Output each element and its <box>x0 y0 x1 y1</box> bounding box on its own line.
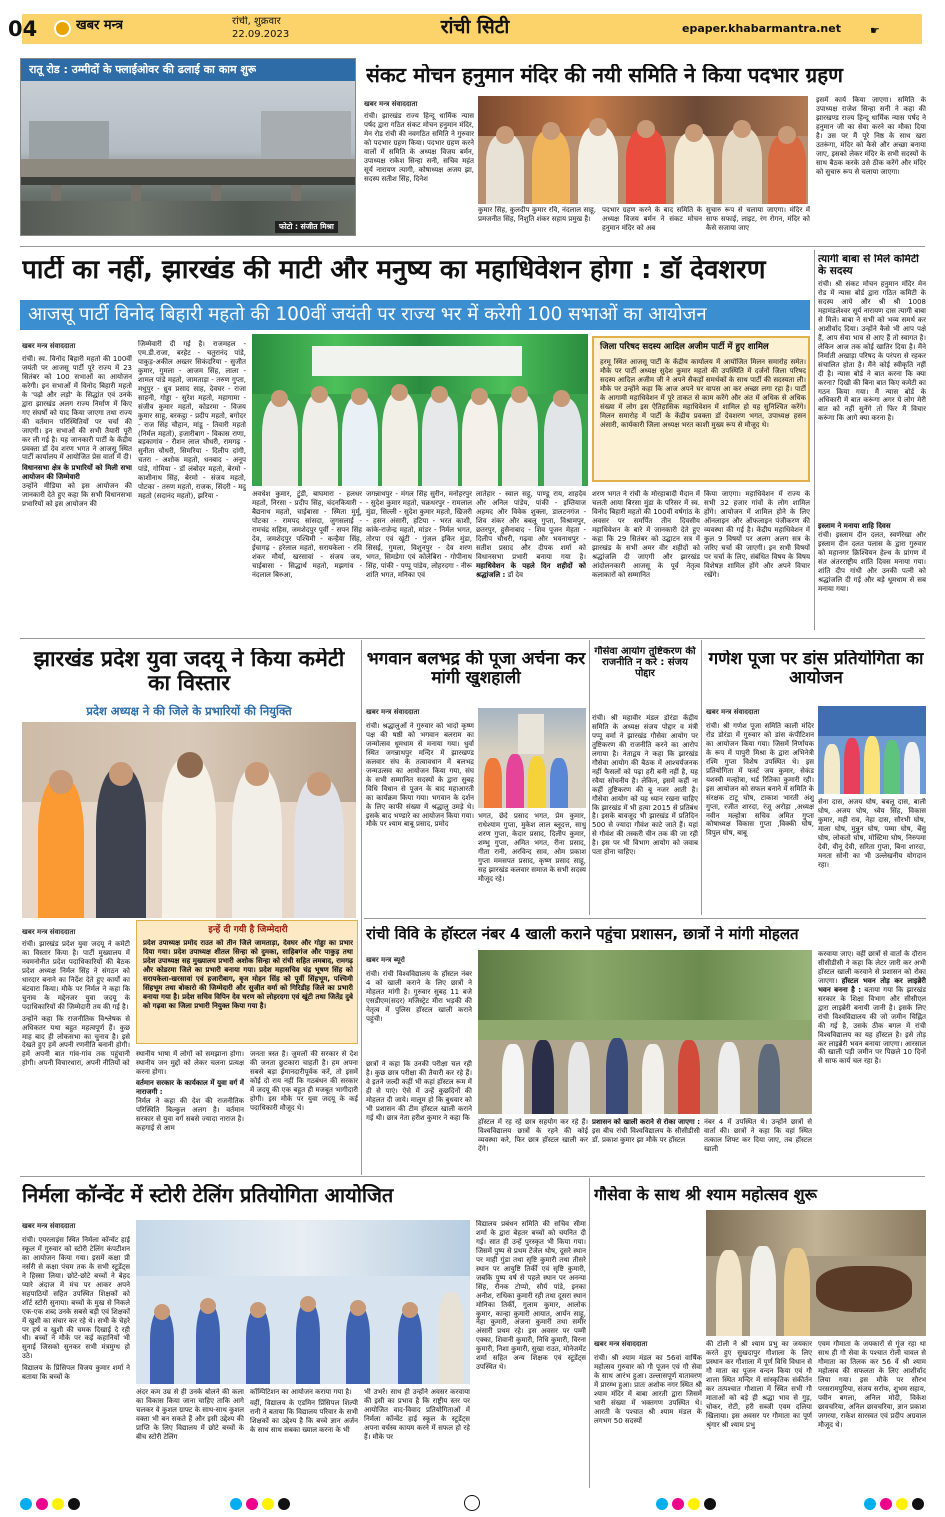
hostel-col6-text-b: बताया गया कि झारखंड सरकार के शिक्षा विभाग और सीसीएल द्वारा लाइब्रेरी बनायी जानी है। इसके लिए रांची विश्वविद्यालय की जो जमीन चिह्नित की गई है, उसके ठीक बगल में रांची विश्वविद्यालय का यह हॉस्टल है। इसे तोड़ कर लाइब्रेरी भवन बनाया जाएगा। आरसाल की खाली पड़ी जमीन पर पिछले 10 दिनों से साफ कार्य चल रहा है। <box>818 985 926 1066</box>
nirmala-col5: विद्यालय प्रबंधन समिति की सचिव सीमा शर्मा के द्वारा बेहतर बच्चों को चयनित दी गई। सात ही उन्हें पुरस्कृत भी किया गया। जिसमें पुष्प से प्रथम टेंजेल थोष, दूसरे स्थान पर माही गुंडा तथा सृष्टि कुमारी तथा तीसरे स्थान पर आयुष्टि तिर्की एवं सृष्टि कुमारी, जबकि पुष्प वर्ष से पहले स्थान पर अनन्या सिंह, रौनक टोप्पो, सौर्य पांडे, इनका अनीश, राधिका कुमारी रही तथा दूसरा स्थान मोनिका तिर्की, गुलाम कुमार, आलोक कुमार, कान्हा कुमारी आयात, आर्यन साहू, नेहा कुमारी, अंजना कुमारी तथा समीर अंसारी प्रथम रहे। इस अवसर पर पम्मी एक्का, शिवानी कुमारी, निधि कुमारी, विरना कुमारी, निशा कुमारी, सुखा राउत, मोनेजमेंट शर्मा सहित अन्य शिक्षक एवं स्टूडेंट्स उपस्थित थे। <box>476 1220 586 1372</box>
crosshair-icon <box>464 1495 480 1511</box>
balbhadra-photo <box>478 708 586 808</box>
ajsu-col1-sub: विधानसभा क्षेत्र के प्रभारियों को मिली सभा आयोजन की जिम्मेवारी <box>22 464 132 482</box>
ajsu-col2: जिम्मेवारी दी गई है। राजमहल - एम.डी.राजा, बरहेट - चतुरानंद पांडे, पाकुड़-अकील अख्तर सिकंदरिया - सुजीत कुमार, गुमला - आजम सिंह, लाला - शामल पांडे महतो, जामताड़ा - तरुण गुप्ता, मधुपुर - ध्रुव प्रसाद साह, देवघर - राजा साहनी, गोड्डा - सुरेश महतो, महागामा - संजीव कुमार महतो, कोडरमा - विजय कुमार साहू, बरकट्ठा - प्रदीप महतो, बगोदर - राज सिंह चौहान, मांडू - तिवारी महतो (निर्मल महतो), हजारीबाग - विकास राणा, बड़कागांव - रौशन लाल चौधरी, रामगढ़ - सुनीता चौधरी, सिमरिया - दिलीप दांगी, चतरा - अशोक महतो, धनबाद - अनूप पांडे, गोमिया - डॉ लंबोदर महतो, बेरमो - काशीनाथ सिंह, बेरमो - संजय महतो, पोटका - तरुण महतो, राजक, सिंदरी - मदु महतो (सदानंद महतो), झरिया - <box>138 340 246 501</box>
city-day: रांची, शुक्रवार <box>232 16 281 27</box>
jdu-col1 <box>22 940 130 1172</box>
jdu-col2 <box>136 1050 244 1172</box>
shyam-headline: गौसेवा के साथ श्री श्याम महोत्सव शुरू <box>594 1186 817 1204</box>
ajsu-col7: किया जाएगा। महाधिवेशन में राज्य के सभी 32 हजार गांवों के लोग शामिल होंगे। आयोजन में शामिल होने के लिए ऑनलाइन और ऑफलाइन पंजीकरण की व्यवस्था की गई है। केंद्रीय महाधिवेशन में कुल 9 विषयों पर अलग अलग सत्र के जरिए चर्चा की जाएगी। इन सभी विषयों पर चर्चा के लिए, संबंधित विषय के विषय विशेषज्ञ शामिल होंगे और अपने विचार रखेंगे। <box>704 490 810 579</box>
jdu-col2-text: स्थानीय भाषा में लोगों को समझाना होगा। स्थानीय जन मुद्दों को लेकर चलना प्रत्यक्ष करना होगा। <box>136 1050 244 1076</box>
ajsu-col1 <box>22 355 132 627</box>
shyam-col2: की टोली ने श्री श्याम प्रभु का जयकार करते हुए सुखदापुर गौशाला के लिए प्रस्थान कर गौशाला में पूर्ण विधि विधान से गौ माता का पूजन वन्दन किया एवं गौ शाला स्थित मन्दिर में सांस्कृतिक संकीर्तन कर तत्पश्चात गौशाला में स्थित सभी गौ माताओं को बड़े ही श्रद्धा भाव से गुड़, चोकर, रोटी, हरी सब्जी एवम दलिया खिलाया। इस अवसर पर गौमाता का पूर्ण श्रृंगार श्री श्याम प्रभु <box>706 1340 812 1429</box>
hanuman-photo <box>478 96 808 204</box>
ratu-photo-credit: फोटो : संजीत मिश्रा <box>275 221 338 233</box>
ajsu-col1-text-b: उन्होंने मीडिया को इस आयोजन की जानकारी देते हुए कहा कि सभी विधानसभा प्रभारियों को इस आयोजन की <box>22 482 132 509</box>
ajsu-photo-col1: अवधेश कुमार, टुंडी, बाघमारा - हलधर महतो, निरसा - प्रदीप सिंह, चंदनकियारी - बैद्यनाथ महतो, चाईबासा - स्मिता मुर्मू, पोटका - रामपद सांसदा, जुगसलाई - रामचंद्र सहिस, जमशेदपुर पूर्वी - सपन सिंह देव, जमशेदपुर पश्चिमी - कन्हैया सिंह, ईचागढ़ - हरेलाल महतो, सरायकेला - रवि शंकर मौर्या, खरसावां - संजय जय, चाईबासा - सिद्धार्थ महतो, मझगांव - नंदलाल बिरुआ, <box>252 490 362 579</box>
nirmala-col1 <box>22 1236 130 1484</box>
nirmala-col1-text: रांची। एयरलाइंस स्थित निर्मला कॉन्वेंट हाई स्कूल में गुरुवार को स्टोरी टेलिंग कंपटीशन का आयोजन किया गया। इसमें कक्षा प्री नर्सरी से कक्षा पंचम तक के सभी स्टूडेंट्स ने हिस्सा लिया। छोटे-छोटे बच्चों ने बेहद प्यारे अंदाज में मंच पर आकर अपने सहपाठियों सहित उपस्थित शिक्षकों को शॉर्ट स्टोरी सुनाया। बच्चों के मुख से निकले एक-एक शब्द उनके सबसे बड़ी एवं शिक्षकों में खुशी का संचार कर रहे थे। सभी के चेहरे पर हर्ष व खुशी की चमक दिखाई दे रही थी। बच्चों ने मौके पर कई कहानियों भी सुनाई जिसको सुनकर सभी मंत्रमुग्ध हो उठे। <box>22 1236 130 1361</box>
nirmala-photo-c2-text-b: वहीं, विद्यालय के एडमिन प्रिंसिपल शिल्पी रानी ने बताया कि विद्यालय परिवार के सभी शिक्षकों का उद्देश्य है कि बच्चे ज्ञान अर्जन के साथ साथ सबका ख्याल करना के भी <box>250 1398 358 1434</box>
gausewa-headline-box <box>592 646 698 708</box>
jdu-col1-text-b: उन्होंने कहा कि राजनीतिक विश्लेषक से अधिकतर यथा बहुत महत्वपूर्ण हैं। कुछ माह बाद ही लोकसभा का चुनाव है। इसे देखते हुए हमें अपनी रणनीति बनानी होगी। हमें अपनी बात गांव-गांव तक पहुंचानी होगी। अपनी विचारधारा, अपनी नीतियों को <box>22 1014 130 1068</box>
ajsu-photo-col2: जगन्नाथपुर - मंगल सिंह सुरीन, मनोहरपुर - सुदेश कुमार महतो, चक्रधरपुर - रामलाल मुंडा, सिल्ली - सुदेश कुमार महतो, खिजरी - हसन अंसारी, हटिया - भरत काशी, कांके-राजेन्द्र महतो, मांडर - निर्मल भगत, तोरपा एवं खूंटी - गुंजल इकिर मुंडा, सिसई, गुमला, विशुनपुर - देव शरण भगत, सिमडेगा एवं कोलेबिरा - गोपीनाथ सिंह, पांकी - पप्पू पांडेय, लोहरदगा - नीरू शांति भगत, मनिका एवं <box>366 490 472 579</box>
nirmala-photo-c3: भी उभरें। साथ ही उन्होंने अवसर करवाया की इसी का प्रभाव है कि राष्ट्रीय स्तर पर आयोजित वाद-विवाद प्रतियोगिताओं में निर्मला कॉन्वेंट हाई स्कूल के स्टूडेंट्स अपना वर्चस्व कायम करने में सफल हो रहे हैं। मौके पर <box>364 1388 470 1441</box>
hostel-col4-text: इस बीच रांची विश्वविद्यालय के सीसीडीसी डॉ. प्रकाश कुमार झा मौके पर हॉस्टल <box>592 1126 700 1144</box>
tyagi-sub-text: रांची। इस्लाम दीन दलत, स्वर्णरेखा और इस्लाम दीन दलत पलास के द्वारा गुरुवार को महानगर क्रिश्चियन हेल्थ के प्रांगण में संत अंतरराष्ट्रीय शांति दिवस मनाया गया। शांति दीप गांधी और उनकी पत्नी को श्रद्धांजलि दी गई और बड़े धूमधाम से सब मनाया गया। <box>818 531 926 593</box>
brand-name: खबर मन्त्र <box>76 18 124 33</box>
brand-logo-icon <box>54 20 71 37</box>
jdu-box-title: इन्हें दी गयी है जिम्मेदारी <box>208 925 288 935</box>
ajsu-col5 <box>476 490 586 627</box>
hostel-photo-caption: हॉस्टल में रह रहे छात्र सहयोग कर रहे हैं। विश्वविद्यालय छात्रों के रहने की कोई व्यवस्था करे, फिर छात्र हॉस्टल खाली कर देंगे। <box>478 1118 588 1153</box>
divider <box>361 640 362 1175</box>
ganesh-col1: रांची। श्री गणेश पूजा समिति काली मंदिर रोड डोरंडा में गुरुवार को डांस कंपीटिशन का आयोजन किया गया। जिसमें निर्णायक के रूप में पापुरी मिश्रा के द्वारा अभिनेत्री रश्मि गुप्ता विशेष उपस्थित थे। इस प्रतियोगिता में फर्स्ट जय कुमार, सेकंड यशस्वी मल्होत्रा, थर्ड रितिका कुमारी रही। इस आयोजन को सफल बनाने में समिति के संरक्षक टाटू घोष, टाकाश भारती अंशु गुप्ता, रजीत शारदा, रंजू अरोड़ा ,अध्यक्ष नवीन मल्होत्रा सचिव अमित गुप्ता कोषाध्यक्ष विकास गुप्ता ,विक्की घोष, विपुल घोष, बाबू <box>706 722 814 838</box>
nirmala-photo <box>136 1220 470 1384</box>
jdu-col3: जनता त्रस्त है। जुमलों की सरकार से देश की जनता छुटकारा चाहती है। हम अपना सबसे बड़ा ईमानदारीपूर्वक करें, तो इसमें कोई दो राय नहीं कि गठबंधन की सरकार में जदयू की एक बहुत ही मजबूत भागीदारी होगी। इस मौके पर युवा जदयू के कई पदाधिकारी मौजूद थे। <box>250 1050 358 1112</box>
ganesh-byline: खबर मन्त्र संवाददाता <box>706 708 760 716</box>
pointer-icon: ☛ <box>870 24 880 37</box>
balbhadra-col2: भगत, छेदे प्रसाद भगत, प्रेम कुमार, राधेश्याम गुप्ता, मुकेश लाल ब्लूदत्त, साधु शरण गुप्ता, केदार प्रसाद, दिलीप कुमार, शम्भु गुप्ता, अमित भगत, रीना प्रसाद, गीता रानी, अरविन्द साव, ओम प्रकाश गुप्ता ममसपत प्रसाद, कृष्ण प्रसाद साहू, सह झारखंड कलवार समाज के सभी सदस्य मौजूद रहे। <box>478 812 586 883</box>
gausewa-text: रांची। श्री महावीर मंडल डोरंडा केंद्रीय समिति के अध्यक्ष संजय पोद्दार व मंत्री पप्पू वर्मा ने झारखंड गौसेवा आयोग पर तुष्टिकरण की राजनीति करने का आरोप लगाया है। नेताद्वय ने कहा कि झारखंड गौसेवा आयोग की बैठक में आश्चर्यजनक नहीं फैसलों को पढ़ा हरी बनी नहीं है, यह रवैया सोचनीय है। लेकिन, इसमें कहीं ना कहीं तुष्टिकरण की बू नजर आती है। गौसेवा आयोग को यह ध्यान रखना चाहिए कि झारखंड में भी हत्या 2015 से प्रतिबंध है। इसके बावजूद भी झारखंड में प्रतिदिन 500 से ज्यादा गौवंश काटे जाते हैं। यहां से गौवंश की तस्करी चीन तक की जा रही है। इस पर भी विभाग आयोग को जवाब पता होना चाहिए। <box>592 714 698 857</box>
balbhadra-col1: रांची। श्रद्धालुओं ने गुरुवार को भादो कृष्ण पक्ष की षष्ठी को भगवान बलराम का जन्मोत्सव धूमधाम से मनाया गया। धुर्वा स्थित जगन्नाथपुर मन्दिर में झारखण्ड कलवार संघ के तत्वावधान में बलभद्र जन्मउत्सव का आयोजन किया गया, संघ के सभी सम्मानित सदस्यों के द्वारा सुबह विधि विधान से पूजन के बाद महाआरती का कार्यक्रम किया गया। भगवान के दर्शन के लिए काफी संख्या में श्रद्धालु उमड़े थे। इसके बाद भण्डारे का आयोजन किया गया। मौके पर श्याम बाबू प्रसाद, प्रमोद <box>366 722 474 829</box>
nirmala-headline: निर्मला कॉन्वेंट में स्टोरी टेलिंग प्रतियोगिता आयोजित <box>22 1184 394 1206</box>
nirmala-photo-c2-text: कॉम्पिटिशन का आयोजन कराया गया है। <box>250 1388 352 1396</box>
ajsu-headline: पार्टी का नहीं, झारखंड की माटी और मनुष्य का महाधिवेशन होगा : डॉ देवशरण <box>22 256 766 285</box>
hanuman-col5: इसमें कार्य किया जाएगा। समिति के उपाध्यक्ष राजेश सिन्हा सनी ने कहा की झारखण्ड राज्य हिन्दू धार्मिक न्यास पर्षद ने हनुमान जी का सेवा करने का मौका दिया है। उस पर मैं पूरे निष्ठ के साथ खरा उतरूंगा, मंदिर को कैसे और अच्छा बनाया जाए, इसको लेकर मंदिर के सभी सदस्यों के साथ बैठक करके उसे ठीक करेंगे और मंदिर को सुचारु रूप से चलाया जाएगा। <box>816 96 926 176</box>
jdu-box-text: प्रदेश उपाध्यक्ष प्रमोद राउत को तीन जिले जामताड़ा, देवघर और गोड्डा का प्रभार दिया गया। प्रदेश उपाध्यक्ष शीतल सिन्हा को दुमका, साहिबगंज और पाकुड़ तथा प्रदेश उपाध्यक्ष सह मुख्यालय प्रभारी अशोक सिन्हा को रांची सहित लमबाद, रामगढ़ और कोडरमा जिले का प्रभारी बनाया गया। प्रदेश महासचिव चंद्र भूषण सिंह को सरायकेला-खरसावां एवं हजारीबाग, बृज मोहन सिंह को पूर्वी सिंहभूम, पश्चिमी सिंहभूम तथा बोकारो की जिम्मेदारी और सुजीत वर्मा को गिरिडीह जिले का प्रभारी बनाया गया है। प्रदेश सचिव विपिन देव चरण को लोहरदगा एवं खूंटी तथा जितेंद्र दुबे को गढ़वा का जिला प्रभारी नियुक्त किया गया है। <box>143 939 353 1010</box>
nirmala-byline: खबर मन्त्र संवाददाता <box>22 1222 76 1230</box>
hanuman-photo-caption: कुमार सिंह, कुलदीप कुमार रवि, नंदलाल साहू, प्रमजनीत सिंह, निशुति शंकर सहाय प्रमुख है। <box>478 206 596 223</box>
divider <box>701 640 702 915</box>
section-title: रांची सिटी <box>440 16 510 38</box>
ratu-caption: रातू रोड : उम्मीदों के फ्लाईओवर की ढलाई का काम शुरू <box>29 63 257 76</box>
jdu-col2-text-b: निर्मल ने कहा की देश की राजनीतिक परिस्थिति बिल्कुल अलग है। वर्तमान सरकार से युवा वर्ग सबसे ज्यादा नाराज है। कहगाई से आम <box>136 1096 244 1132</box>
nirmala-photo-c2 <box>250 1388 358 1484</box>
hostel-headline: रांची विवि के हॉस्टल नंबर 4 खाली कराने पहुंचा प्रशासन, छात्रों ने मांगी मोहलत <box>366 926 799 943</box>
divider <box>814 250 815 630</box>
hanuman-byline: खबर मन्त्र संवाददाता <box>364 100 418 108</box>
divider <box>589 1178 590 1488</box>
color-registration-strip <box>0 1494 945 1514</box>
balbhadra-headline: भगवान बलभद्र की पूजा अर्चना कर मांगी खुशहाली <box>366 650 586 688</box>
hostel-col6-text: करवाया जाए। वहीं छात्रों से वार्ता के दौरान सीसीडीसी ने कहा कि लेटर जारी कर अभी हॉस्टल खाली करवाने से प्रशासन को रोका जाएगा। <box>818 950 926 985</box>
page-number: 04 <box>8 17 38 41</box>
hostel-byline: खबर मन्त्र ब्यूरो <box>366 956 405 964</box>
hanuman-headline: संकट मोचन हनुमान मंदिर की नयी समिति ने किया पदभार ग्रहण <box>366 64 843 87</box>
nirmala-photo-c1: अंदर कम उम्र से ही उनके बोलने की कला का विकास किया जाना चाहिए ताकि आगे चलकर वे कुशल ग्राफ्ट के साथ-साथ कुशल वक्ता भी बन सकते हैं और इसी उद्देश्य की प्राप्ति के लिए विद्यालय में छोटे बच्चों के बीच स्टोरी टेलिंग <box>136 1388 244 1441</box>
jdu-photo <box>22 722 356 918</box>
divider <box>589 640 590 915</box>
hostel-col4-sub: प्रशासन को खाली कराने से रोका जाएगा : <box>592 1118 700 1126</box>
ratu-story <box>20 58 356 236</box>
tyagi-text: रांची। श्री संकट मोचन हनुमान मंदिर मेन रोड में न्यास बोर्ड द्वारा गठित कमिटी के सदस्य आये और श्री श्री 1008 महामंडलेश्वर सूर्य नारायण दास त्यागी बाबा से मिले। बाबा ने सभी को भव्य समर्थ कर आशीर्वाद दिया। उन्होंने कैसे भी आप पक्षे हैं, आप सेवा भाव से आए हैं तो स्वागत है। लेकिन आज तक कोई खातिर दिया है। मैंने निर्माती अखाड़ा परिषद के परंपरा से रहकर संचालित होता है। मैंने कोई स्वीकृति नहीं दी है। न्यास बोर्ड ने बात करना कि क्या करना? दिखी की बिना बात किए कमेटी का गठन किया गया। मैं न्यास बोर्ड के अधिकारी में बात करूंगा अगर ये लोग मेरी बात को नहीं सुनेंगे तो फिर मैं विचार करूंगा कि आगे क्या करना है। <box>818 280 926 423</box>
ajsu-col6: शरण भगत ने रांची के मोरहाबादी मैदान में चलती आया बिरसा मुंडा के परिसर में स्व. विनोद बिहारी महतो की 100वीं वर्षगांठ के अवसर पर समर्पित तीन दिवसीय महाधिवेशन के बारे में जानकारी देते हुए कहा कि 29 सितंबर को उद्घाटन सत्र में झारखंड के सभी अमर वीर शहीदों को श्रद्धांजलि दी जाएगी और झारखंड आंदोलनकारी आजसू के पूर्व नेतृत्व कलाकारों को सम्मानित <box>592 490 700 579</box>
tyagi-story <box>818 254 926 630</box>
ajsu-col5-text: लातेहार - स्वाल सहू, पाण्डू राय, शाहदेव और अनिल पांडेय, पांकी - इम्तियाज अहमद और विवेक शुक्ला, डालटनगंज - शिव शंकर और बबलू गुप्ता, विश्रामपुर, छतरपुर, हुसैनाबाद - शिव पूजन मेहता - दिलीप चौधरी, गढ़वा और भवनाथपुर - सतीश प्रसाद और दीपक शर्मा को विधानसभा प्रभारी बनाया गया है। <box>476 490 586 561</box>
jdu-headline: झारखंड प्रदेश युवा जदयू ने किया कमेटी का विस्तार <box>33 648 345 696</box>
gausewa-headline: गौसेवा आयोग तुष्टिकरण की राजनीति न करे : संजय पोद्दार <box>594 646 696 679</box>
divider <box>364 918 926 919</box>
ajsu-col1-text: रांची। स्व. विनोद बिहारी महतो की 100वीं जयंती पर आजसू पार्टी पूरे राज्य में 23 सितंबर को 100 सभाओं का आयोजन करेगी। इन सभाओं में विनोद बिहारी महतो के 'पढ़ो और लड़ो' के सिद्धांत एवं उनके द्वारा झारखंड अलग राज्य निर्माण में किए गए संघर्षों को याद किया जाएगा तथा राज्य की वर्तमान परिस्थितियों पर चर्चा की जाएगी। इन सभाओं की सभी तैयारी पूरी कर ली गई है। यह जानकारी पार्टी के केंद्रीय प्रवक्ता डॉ देव शरण भगत ने आजसू स्थित पार्टी कार्यालय में आयोजित प्रेस वार्ता में दी। <box>22 355 132 462</box>
ganesh-col2: सेना दास, अजय घोष, बबलू दास, बाली घोष, अजय घोष, ध्वेय सिंह, विकास कुमार, मही राव, नेहा दास, सौरभी घोष, माला घोष, मुन्नुन घोष, पम्मा घोष, बेंसु घोष, लोकतो घोष, मोस्टिमा घोष, निरुपमा देवी, वीनू देवी, सरिता गुप्ता, बिना शारदा, मनता सोनी का भी उल्लेखनीय योगदान रहा। <box>818 798 926 869</box>
shyam-col1: रांची। श्री श्याम मंडल का 56वां वार्षिक महोत्सव गुरुवार को गौ पूजन एवं गौ सेवा के साथ आरंभ हुआ। उल्लासपूर्ण वातावरण में प्रारम्भ हुआ। प्रातः अशोक नगर स्थित श्री श्याम मंदिर में बाबा आरती द्वारा जिसमें भारी संख्या में भक्तगण उपस्थित थे। आरती के पश्चात श्री श्याम मंडल के लगभग 50 सदस्यों <box>594 1354 702 1425</box>
ajim-box <box>592 336 810 482</box>
hostel-col2: छात्रों ने कहा कि उनकी परीक्षा चल रही है। कुछ छात्र परीक्षा की तैयारी कर रहे हैं। वे इतने जल्दी कहीं भी कहां हॉस्टल रूम में ही से पाएं। ऐसे में उन्हें कुछदिनों की मोहलत दी जाये। मालूम हो कि बुधवार को भी प्रशासन की टीम हॉस्टल खाली कराने गई थी। छात्र नेता हरीश कुमार ने कहा कि <box>366 1060 472 1122</box>
nirmala-col1-text-b: विद्यालय के प्रिंसिपल विजय कुमार शर्मा ने बताया कि बच्चों के <box>22 1364 130 1382</box>
shyam-photo <box>706 1210 926 1336</box>
jdu-col1-text: रांची। झारखंड प्रदेश युवा जदयू ने कमेटी का विस्तार किया है। पार्टी मुख्यालय में नवमनोनीत प्रदेश पदाधिकारियों की बैठक प्रदेश अध्यक्ष निर्मल सिंह ने संगठन को धारदार बनाने का निर्देश देते हुए कार्यों का बंटवारा किया। मौके पर निर्मल ने कहा कि चुनाव के मद्देनजर युवा जदयू के पदाधिकारियों की जिम्मेदारी तय की गई है। <box>22 940 130 1011</box>
balbhadra-byline: खबर मन्त्र संवाददाता <box>366 708 420 716</box>
site-url[interactable]: epaper.khabarmantra.net <box>682 22 841 35</box>
issue-date: 22.09.2023 <box>232 29 290 40</box>
divider <box>20 246 925 247</box>
hostel-col6-sub: हॉस्टल भवन तोड़ कर लाइब्रेरी भवन बनना है : <box>818 976 926 994</box>
tyagi-sub: इस्लाम ने मनाया शाहि दिवस <box>818 522 891 531</box>
masthead <box>0 0 945 44</box>
shyam-byline: खबर मन्त्र संवाददाता <box>594 1340 648 1348</box>
jdu-col2-sub: वर्तमान सरकार के कार्यकाल में युवा वर्ग में नाराजगी : <box>136 1078 244 1096</box>
flyover-photo <box>21 81 356 236</box>
hanuman-col3: पदभार ग्रहण करने के बाद समिति के अध्यक्ष विजय बर्मन ने संकट मोचन हनुमान मंदिर को अब <box>602 206 702 232</box>
jdu-byline: खबर मन्त्र संवाददाता <box>22 928 76 936</box>
jdu-subhead: प्रदेश अध्यक्ष ने की जिले के प्रभारियों की नियुक्ति <box>86 704 292 718</box>
ajsu-col5-sub: महाधिवेशन के पहले दिन शहीदों को श्रद्धांजलि : <box>476 561 586 579</box>
jdu-box <box>136 920 358 1044</box>
hostel-col5: नंबर 4 में उपस्थित थे। उन्होंने छात्रों से वार्ता की। छात्रों ने कहा कि वहां स्थित तत्काल शिफ्ट कर दिया जाए, तब हॉस्टल खाली <box>704 1118 812 1153</box>
ganesh-photo <box>818 706 926 794</box>
shyam-col3: एवम गौमाता के जयकारों से गूंज रहा था साथ ही गौ सेवा के पश्चात रोली चावल से गौमाता का तिलक कर 56 वें श्री श्याम महोत्सव की सफलता के लिए आशीर्वाद लिया गया। इस मौके पर सौरभ परसरामपुरिया, संजय सर्राफ, शुभम सहाय, पवीन बगला, अनिल मोदी, विकेश छावचरिया, अनिल छावचरिया, ज्ञान प्रकाश जगरया, राकेश सारस्वत एवं प्रदीप अग्रवाल मौजूद थे। <box>818 1340 926 1429</box>
hostel-col4 <box>592 1118 700 1172</box>
hostel-photo <box>478 950 812 1114</box>
ganesh-headline: गणेश पूजा पर डांस प्रतियोगिता का आयोजन <box>708 650 924 688</box>
hanuman-col1: रांची। झारखंड राज्य हिन्दू धार्मिक न्यास पर्षद द्वारा गठित संकट मोचन हनुमान मंदिर, मेन रोड रांची की नवगठित समिति ने गुरुवार को पदभार ग्रहण किया। पदभार ग्रहण करने वालों में समिति के अध्यक्ष विजय बर्मन, उपाध्यक्ष राकेश सिन्हा सनी, सचिव महंत सूर्य नारायण त्यागी, कोषाध्यक्ष अजय झा, सदस्य सतीश सिंह, दिनेश <box>364 112 474 183</box>
hostel-col6 <box>818 950 926 1172</box>
ajsu-byline: खबर मन्त्र संवाददाता <box>22 342 76 350</box>
divider <box>20 638 925 639</box>
ajsu-subhead: आजसू पार्टी विनोद बिहारी महतो की 100वीं जयंती पर राज्य भर में करेगी 100 सभाओं का आयोजन <box>28 304 707 325</box>
tyagi-headline: त्यागी बाबा से मिले कमिटी के सदस्य <box>818 254 919 277</box>
hanuman-col4: सुचारु रूप से चलाया जाएगा। मंदिर में साफ सफाई, लाइट, रंग रोगन, मंदिर को कैसे सजाया जाए <box>706 206 810 232</box>
ajim-box-title: जिला परिषद सदस्य आदिल अजीम पार्टी में हुए शामिल <box>600 342 769 352</box>
ajsu-photo <box>252 334 588 486</box>
hostel-col1: रांची। रांची विश्वविद्यालय के हॉस्टल नंबर 4 को खाली कराने के लिए छात्रों ने मोहलत मांगी है। गुरुवार सुबह 11 बजे एसडीएम(सदर) मजिस्ट्रेट मीरा भड़की की नेतृत्व में पुलिस हॉस्टल खाली कराने पहुंची। <box>366 970 472 1023</box>
divider <box>20 1176 925 1177</box>
ajim-box-text: हरमू स्थित आजसू पार्टी के केंद्रीय कार्यालय में आयोजित मिलन समारोह समेत। मौके पर पार्टी अध्यक्ष सुदेश कुमार महतो की उपस्थिति में दर्जनों जिला परिषद सदस्य आदिल अजीम जी ने अपने सैकड़ों समर्थकों के साथ पार्टी की सदस्यता ली। मौके पर उन्होंने कहा कि आज अपने घर वापस आ कर अच्छा लगा रहा है। पार्टी के आगामी महाधिवेशन में पूरे ताकत से काम करेंगे और अंत में अधिक से अधिक संख्या में लोग इस ऐतिहासिक महाधिवेशन में शामिल हो यह सुनिश्चित करेंगे। मिलन समारोह में पार्टी के केंद्रीय प्रवक्ता डॉ देवशरण भगत, उपाध्यक्ष हसन अंसारी, कार्यकारी जिला अध्यक्ष भरत काशी मुख्य रूप से मौजूद थे। <box>600 358 806 429</box>
ajsu-col5-text-b: डॉ देव <box>507 570 523 579</box>
